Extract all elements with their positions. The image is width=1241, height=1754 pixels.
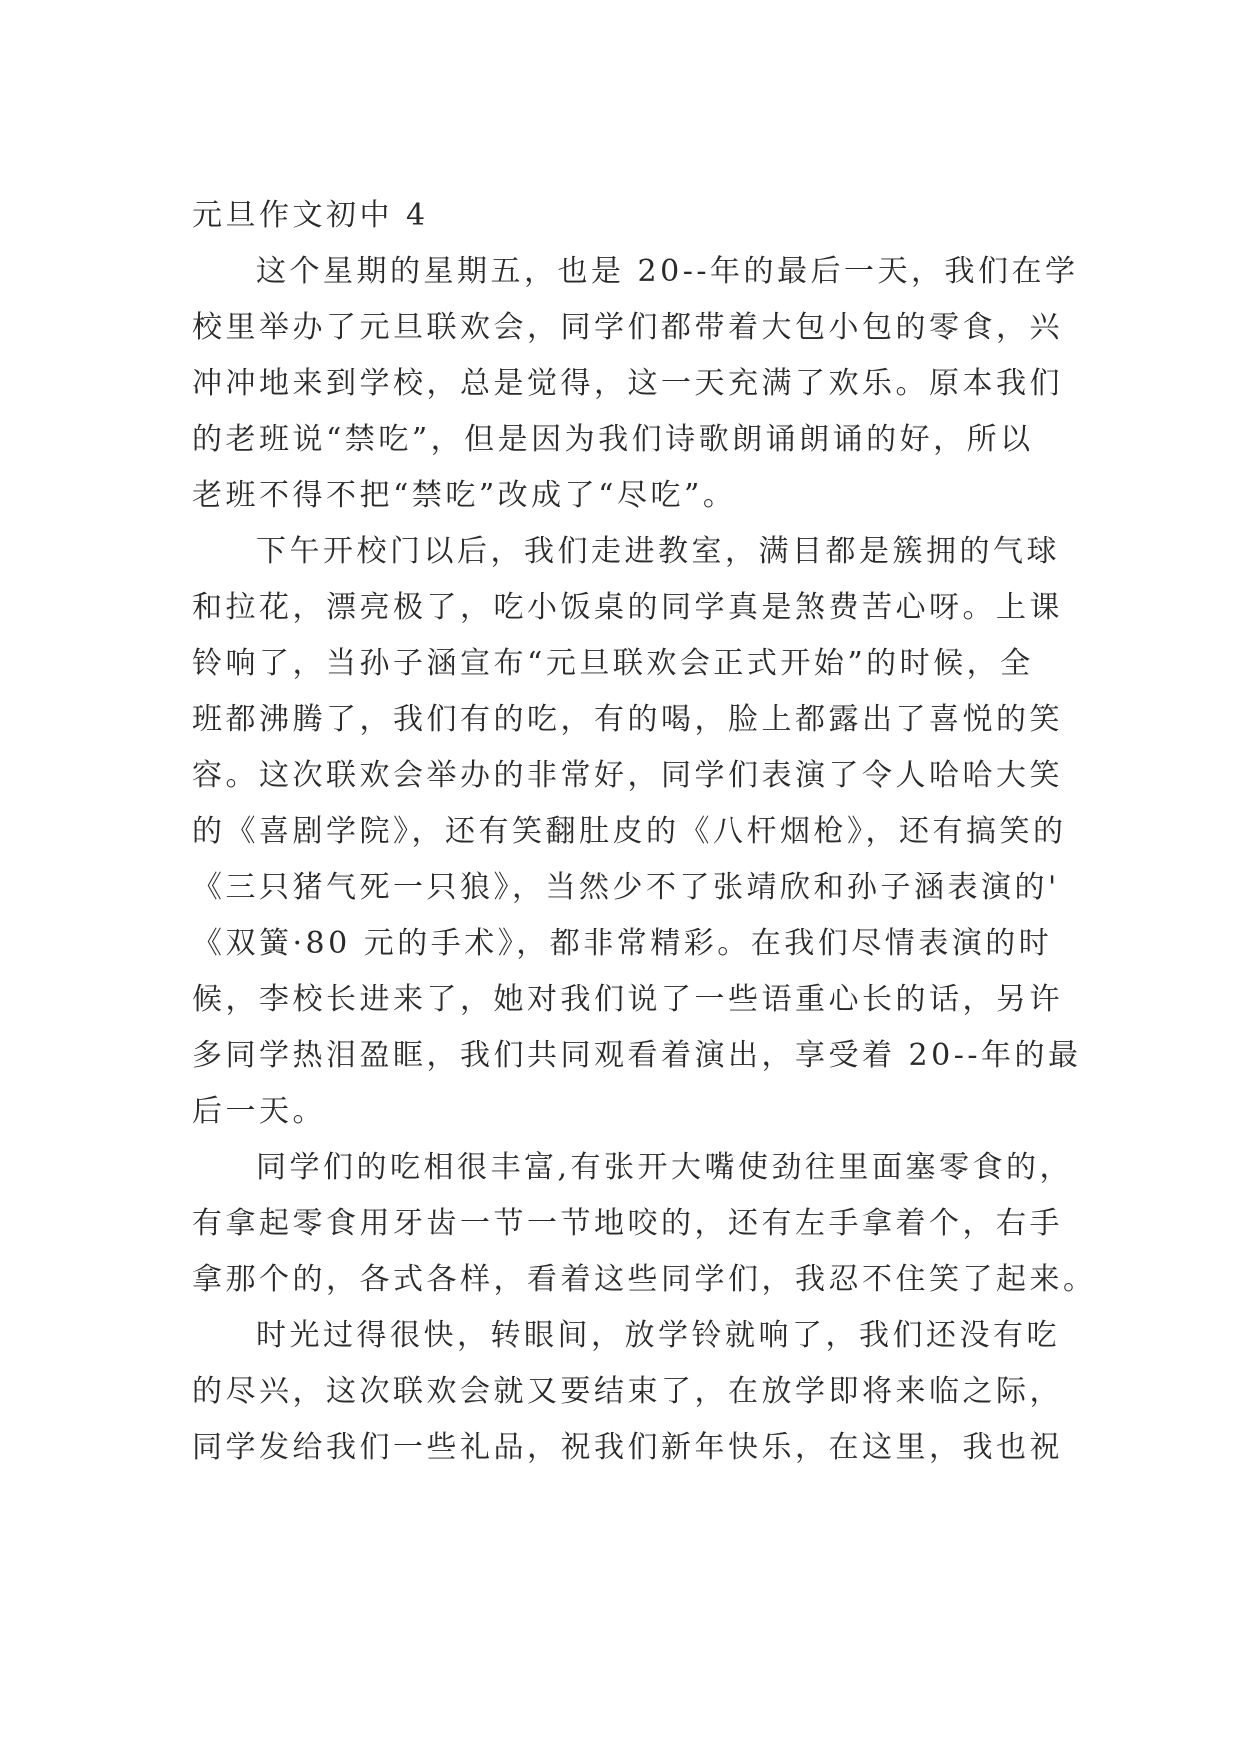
paragraph-2-line-9: 候，李校长进来了，她对我们说了一些语重心长的话，另许	[192, 982, 1063, 1017]
paragraph-1-line-5: 老班不得不把“禁吃”改成了“尽吃”。	[192, 478, 737, 513]
paragraph-2-line-2: 和拉花，漂亮极了，吃小饭桌的同学真是煞费苦心呀。上课	[192, 590, 1063, 625]
paragraph-4-line-3: 同学发给我们一些礼品，祝我们新年快乐，在这里，我也祝	[192, 1430, 1063, 1465]
paragraph-2-line-6: 的《喜剧学院》，还有笑翻肚皮的《八杆烟枪》，还有搞笑的	[192, 814, 1067, 849]
paragraph-3-line-2: 有拿起零食用牙齿一节一节地咬的，还有左手拿着个，右手	[192, 1206, 1063, 1241]
paragraph-2-line-3: 铃响了，当孙子涵宣布“元旦联欢会正式开始”的时候，全	[192, 646, 1034, 681]
paragraph-2-line-7: 《三只猪气死一只狼》，当然少不了张靖欣和孙子涵表演的'	[192, 870, 1060, 905]
paragraph-1-line-2: 校里举办了元旦联欢会，同学们都带着大包小包的零食，兴	[192, 310, 1063, 345]
paragraph-2-line-10: 多同学热泪盈眶，我们共同观看着演出，享受着 20--年的最	[192, 1038, 1082, 1073]
paragraph-2-line-11: 后一天。	[192, 1094, 326, 1129]
paragraph-3-line-1: 同学们的吃相很丰富,有张开大嘴使劲往里面塞零食的，	[256, 1150, 1074, 1185]
document-title: 元旦作文初中 4	[192, 198, 429, 233]
paragraph-2-line-5: 容。这次联欢会举办的非常好，同学们表演了令人哈哈大笑	[192, 758, 1063, 793]
paragraph-4-line-1: 时光过得很快，转眼间，放学铃就响了，我们还没有吃	[256, 1318, 1060, 1353]
paragraph-2-line-8: 《双簧·80 元的手术》，都非常精彩。在我们尽情表演的时	[192, 926, 1053, 961]
paragraph-2-line-1: 下午开校门以后，我们走进教室，满目都是簇拥的气球	[256, 534, 1060, 569]
paragraph-1-line-1: 这个星期的星期五，也是 20--年的最后一天，我们在学	[256, 254, 1079, 289]
paragraph-1-line-4: 的老班说“禁吃”，但是因为我们诗歌朗诵朗诵的好，所以	[192, 422, 1034, 457]
paragraph-2-line-4: 班都沸腾了，我们有的吃，有的喝，脸上都露出了喜悦的笑	[192, 702, 1063, 737]
paragraph-4-line-2: 的尽兴，这次联欢会就又要结束了，在放学即将来临之际，	[192, 1374, 1063, 1409]
paragraph-3-line-3: 拿那个的，各式各样，看着这些同学们，我忍不住笑了起来。	[192, 1262, 1097, 1297]
paragraph-1-line-3: 冲冲地来到学校，总是觉得，这一天充满了欢乐。原本我们	[192, 366, 1063, 401]
